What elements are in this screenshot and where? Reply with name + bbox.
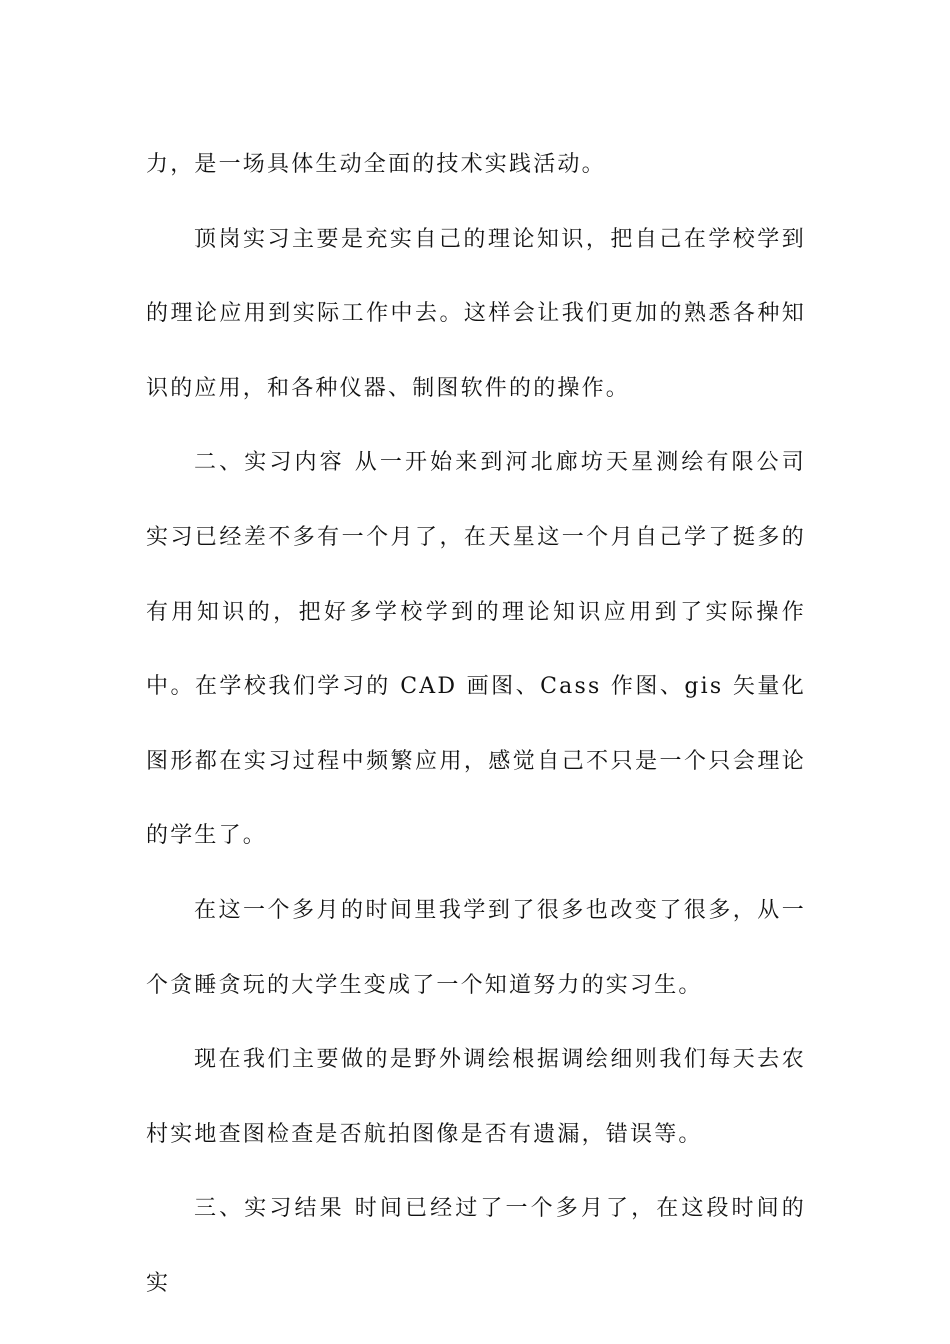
document-body (146, 128, 806, 1322)
paragraph-internship-content: 二、实习内容 从一开始来到河北廊坊天星测绘有限公司实习已经差不多有一个月了，在天星这一个月自己学了挺多的有用知识的，把好多学校学到的理论知识应用到了实际操作中。在学校我们学习的 CAD 画图、Cass 作图、gis 矢量化图形都在实习过程中频繁应用，感觉自己不只是一个只会理论的学生了。 (146, 450, 806, 849)
paragraph-personal-change: 在这一个多月的时间里我学到了很多也改变了很多，从一个贪睡贪玩的大学生变成了一个知道努力的实习生。 (146, 897, 806, 998)
paragraph-continuation: 力，是一场具体生动全面的技术实践活动。 (146, 152, 606, 177)
paragraph-internship-purpose: 顶岗实习主要是充实自己的理论知识，把自己在学校学到的理论应用到实际工作中去。这样会让我们更加的熟悉各种知识的应用，和各种仪器、制图软件的的操作。 (146, 226, 806, 401)
paragraph-internship-results: 三、实习结果 时间已经过了一个多月了，在这段时间的实 (146, 1196, 806, 1296)
paragraph-field-work: 现在我们主要做的是野外调绘根据调绘细则我们每天去农村实地查图检查是否航拍图像是否有遗漏，错误等。 (146, 1047, 806, 1147)
